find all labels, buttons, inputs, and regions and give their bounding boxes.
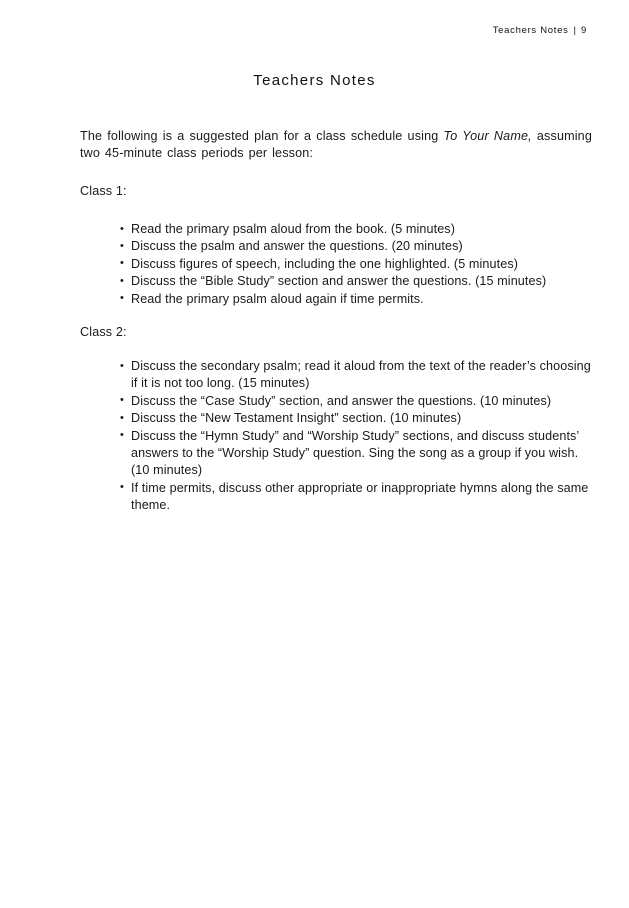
- intro-text-after: assuming two 45-minute class periods per lesson:: [80, 129, 592, 160]
- intro-paragraph: [80, 128, 592, 162]
- list-item: • Read the primary psalm aloud from the book. (5 minutes): [120, 221, 592, 238]
- running-header-label: Teachers Notes: [492, 25, 569, 36]
- list-item: • Discuss the “New Testament Insight” section. (10 minutes): [120, 410, 592, 427]
- running-header-page-number: 9: [581, 25, 587, 36]
- document-content: [80, 128, 592, 515]
- book-title: To Your Name,: [443, 129, 532, 143]
- list-item: • Discuss the “Case Study” section, and answer the questions. (10 minutes): [120, 393, 592, 410]
- running-header-separator: |: [573, 25, 577, 36]
- section-heading-class-2: Class 2:: [80, 325, 127, 340]
- class-2-bullet-list: [80, 358, 592, 515]
- page-title: Teachers Notes: [253, 72, 376, 90]
- list-item: • Discuss the “Bible Study” section and answer the questions. (15 minutes): [120, 273, 592, 290]
- class-1-bullet-list: [80, 221, 592, 308]
- running-header: [493, 25, 587, 36]
- intro-text-before: The following is a suggested plan for a class schedule using: [80, 129, 444, 143]
- list-item: • Discuss the psalm and answer the questions. (20 minutes): [120, 238, 592, 255]
- list-item: • Discuss figures of speech, including the one highlighted. (5 minutes): [120, 256, 592, 273]
- list-item: • Discuss the “Hymn Study” and “Worship Study” sections, and discuss students’ answers to the “Worship Study” question. Sing the song as a group if you wish. (10 minutes): [120, 428, 592, 480]
- list-item: • Read the primary psalm aloud again if time permits.: [120, 291, 592, 308]
- list-item: • If time permits, discuss other appropriate or inappropriate hymns along the same theme.: [120, 480, 592, 515]
- section-heading-class-1: Class 1:: [80, 184, 127, 198]
- list-item: • Discuss the secondary psalm; read it aloud from the text of the reader’s choosing if it is not too long. (15 minutes): [120, 358, 592, 393]
